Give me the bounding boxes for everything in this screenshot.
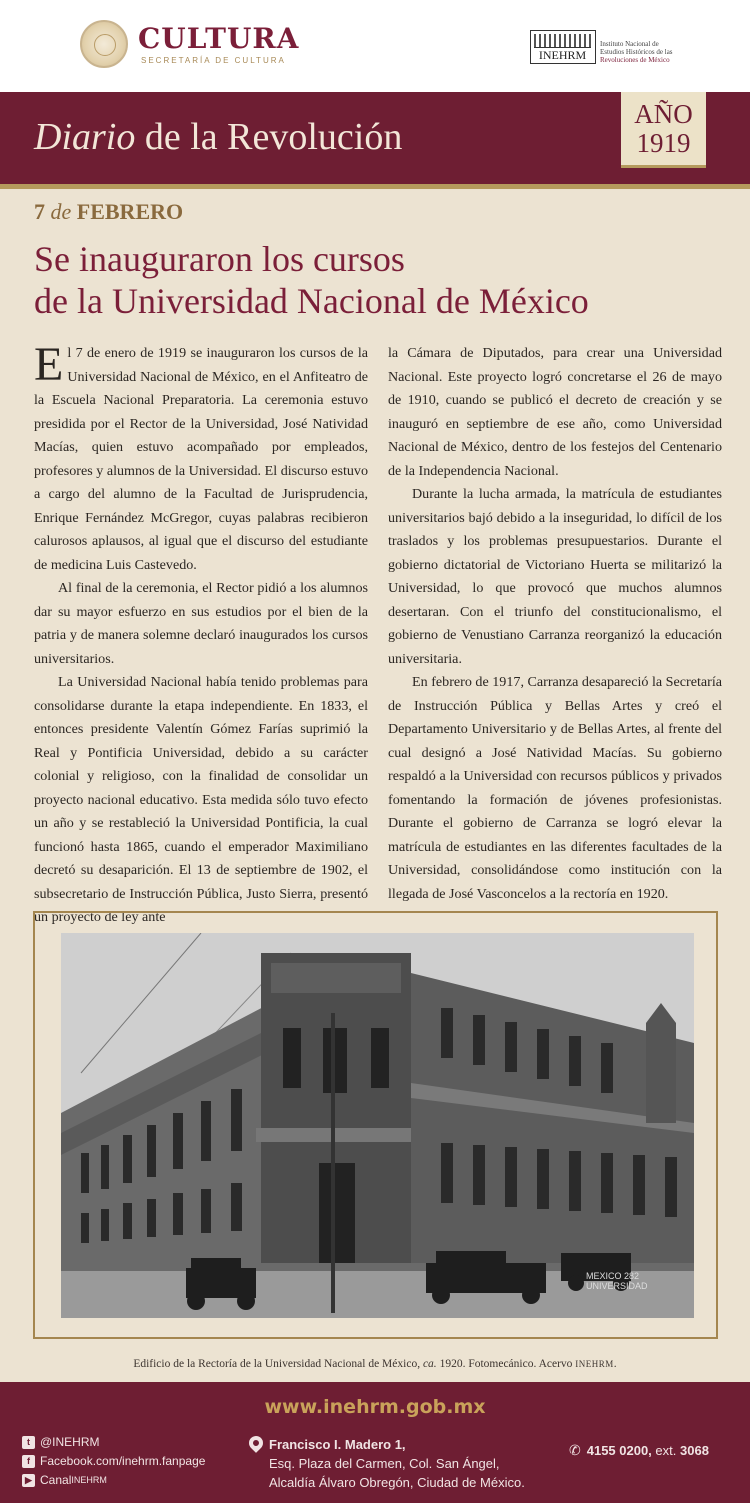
- secretaria-subtitle: SECRETARÍA DE CULTURA: [141, 56, 286, 65]
- title-band-rule: [0, 184, 750, 189]
- paragraph-2: Al final de la ceremonia, el Rector pidió a los alumnos dar su mayor esfuerzo en sus estudios por el bien de la patria y de manera solemne declaró inaugurados los cursos universitarios.: [34, 580, 368, 667]
- website-link[interactable]: www.inehrm.gob.mx: [264, 1396, 486, 1418]
- youtube-name: INEHRM: [71, 1475, 107, 1485]
- phone-icon: ✆: [569, 1442, 581, 1458]
- facebook-icon: f: [22, 1455, 35, 1468]
- caption-ca: ca.: [422, 1358, 437, 1370]
- car-sign-line-2: UNIVERSIDAD: [586, 1281, 648, 1291]
- article-column-left: [34, 338, 368, 930]
- building-icon: [534, 34, 591, 48]
- year-label: AÑO: [634, 99, 693, 129]
- address-line-2: Esq. Plaza del Carmen, Col. San Ángel,: [269, 1456, 500, 1471]
- caption-after: 1920. Fotomecánico. Acervo: [436, 1358, 576, 1370]
- twitter-icon: t: [22, 1436, 35, 1449]
- car-sign-line-1: MEXICO 282: [586, 1271, 640, 1281]
- cultura-brand[interactable]: CULTURA: [138, 22, 300, 55]
- paragraph-3: La Universidad Nacional había tenido problemas para consolidarse durante la etapa independiente. En 1833, el entonces presidente Valentín Gómez Farías suprimió la Real y Pontificia Universidad, debido a su carácter colonial y religioso, con la finalidad de consolidar un proyecto nacional educativo. Esta medida sólo tuvo efecto un año y se restableció la Universidad Pontificia, la cual funcionó hasta 1865, cuando el emperador Maximiliano decretó su desaparición. El 13 de septiembre de 1902, el subsecretario de Instrucción Pública, Justo Sierra, presentó un proyecto de ley ante: [34, 674, 368, 925]
- article-date: [34, 199, 183, 225]
- inehrm-logo-text: INEHRM: [538, 48, 587, 62]
- drop-cap: E: [34, 338, 64, 391]
- date-de: de: [50, 199, 72, 224]
- facebook-link[interactable]: [22, 1452, 205, 1471]
- article-headline: [34, 238, 724, 322]
- caption-before: Edificio de la Rectoría de la Universidad Nacional de México,: [133, 1358, 423, 1370]
- top-header: [0, 0, 750, 92]
- caption-acervo: INEHRM: [575, 1359, 614, 1369]
- phone-contact[interactable]: [569, 1442, 709, 1459]
- headline-line-1: Se inauguraron los cursos: [34, 239, 405, 279]
- youtube-icon: ▶: [22, 1474, 35, 1487]
- address-street: Francisco I. Madero 1,: [269, 1437, 406, 1452]
- twitter-handle: @INEHRM: [40, 1435, 100, 1449]
- institute-name: [600, 40, 673, 64]
- page-title-rest: de la Revolución: [135, 116, 403, 158]
- institute-line-3: Revoluciones de México: [600, 56, 670, 64]
- article-column-right: [388, 342, 722, 906]
- facebook-url: Facebook.com/inehrm.fanpage: [40, 1454, 206, 1468]
- inehrm-logo[interactable]: [530, 30, 596, 64]
- institute-line-1: Instituto Nacional de: [600, 40, 659, 48]
- rectoria-building-photo: [61, 933, 694, 1318]
- photo-caption: [0, 1358, 750, 1370]
- address: [269, 1435, 525, 1492]
- twitter-link[interactable]: [22, 1433, 205, 1452]
- paragraph-5: Durante la lucha armada, la matrícula de estudiantes universitarios bajó debido a la inseguridad, lo difícil de los traslados y los problemas presupuestarios. Durante el gobierno dictatorial de Victoriano Huerta se militarizó la Universidad, lo que provocó que muchos alumnos desertaran. Con el triunfo del constitucionalismo, el gobierno de Venustiano Carranza reorganizó la educación universitaria.: [388, 486, 722, 667]
- government-seal-icon: [80, 20, 128, 68]
- paragraph-1: [34, 338, 368, 577]
- phone-ext: 3068: [680, 1443, 709, 1458]
- year-value: 1919: [636, 128, 691, 158]
- date-month: FEBRERO: [76, 199, 184, 224]
- paragraph-1-text: l 7 de enero de 1919 se inauguraron los cursos de la Universidad Nacional de México, en el Anfiteatro de la Escuela Nacional Preparatoria. La ceremonia estuvo presidida por el Rector de la Universidad, José Natividad Macías, quien estuvo acompañado por empleados, profesores y alumnos de la Universidad. El discurso estuvo a cargo del alumno de la Facultad de Jurisprudencia, Enrique Fernández McGregor, cuyas palabras recibieron calurosos aplausos, al igual que el discurso del estudiante de medicina Luis Castevedo.: [34, 345, 368, 573]
- page-title: [34, 115, 402, 159]
- youtube-label: Canal: [40, 1473, 72, 1487]
- headline-line-2: de la Universidad Nacional de México: [34, 281, 589, 321]
- paragraph-6: En febrero de 1917, Carranza desapareció la Secretaría de Instrucción Pública y Bellas Artes y creó el Departamento Universitario y de Bellas Artes, al frente del cual designó a José Natividad Macías. Su gobierno respaldó a la Universidad con recursos públicos y privados fomentando la formación de jóvenes profesionistas. Durante el gobierno de Carranza se logró elevar la matrícula de estudiantes en las diferentes facultades de la Universidad, consolidándose como institución con la llegada de José Vasconcelos a la rectoría en 1920.: [388, 674, 722, 902]
- date-day: 7: [34, 199, 45, 224]
- address-line-3: Alcaldía Álvaro Obregón, Ciudad de México.: [269, 1475, 525, 1490]
- youtube-link[interactable]: [22, 1471, 205, 1490]
- page-title-italic: Diario: [34, 116, 136, 158]
- phone-ext-label: ext.: [651, 1443, 680, 1458]
- year-badge: [621, 92, 706, 168]
- institute-line-2: Estudios Históricos de las: [600, 48, 673, 56]
- paragraph-4: la Cámara de Diputados, para crear una Universidad Nacional. Este proyecto logró concretarse el 26 de mayo de 1910, cuando se publicó el decreto de creación y se inauguró en septiembre de ese año, como Universidad Nacional de México, dentro de los festejos del Centenario de la Independencia Nacional.: [388, 345, 722, 479]
- social-links: [22, 1433, 205, 1490]
- phone-number: 4155 0200,: [586, 1443, 652, 1458]
- caption-end: .: [613, 1358, 617, 1370]
- building-illustration: [61, 933, 694, 1318]
